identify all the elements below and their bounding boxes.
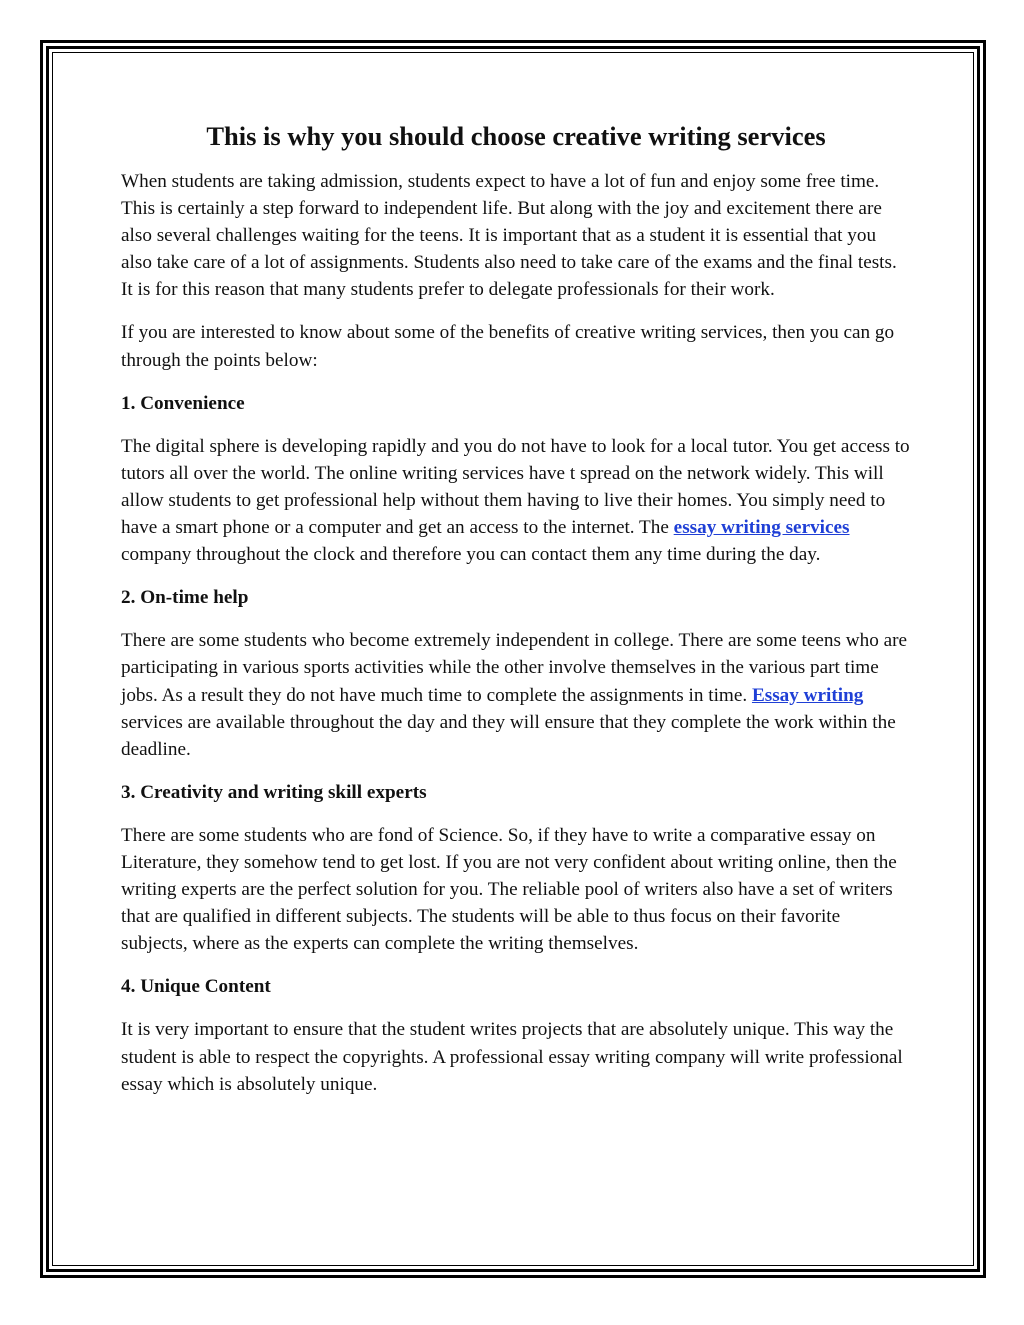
section-paragraph-unique-content: It is very important to ensure that the student writes projects that are absolutely unique. This way the student is able to respect the copyrights. A professional essay writing company will write professional essay which is absolutely unique. xyxy=(121,1019,903,1095)
section-paragraph-on-time-help xyxy=(121,627,911,762)
section-heading-creativity: 3. Creativity and writing skill experts xyxy=(121,781,427,803)
section-heading-on-time-help: 2. On-time help xyxy=(121,587,249,609)
intro-paragraph-2: If you are interested to know about some of the benefits of creative writing services, then you can go through the points below: xyxy=(121,322,895,371)
essay-writing-link[interactable]: Essay writing xyxy=(751,684,864,706)
paragraph-text-segment: The digital sphere is developing rapidly and you do not have to look for a local tutor. You get access to tutors all over the world. The online writing services have t spread on the network widely. This will allow students to get professional help without them having to live their homes. You simply need to have a smart phone or a computer and get an access to the internet. The xyxy=(121,435,910,539)
paragraph-text-segment: company throughout the clock and therefore you can contact them any time during the day. xyxy=(121,544,821,566)
section-paragraph-creativity: There are some students who are fond of Science. So, if they have to write a comparative essay on Literature, they somehow tend to get lost. If you are not very confident about writing online, then the writing experts are the perfect solution for you. The reliable pool of writers also have a set of writers that are qualified in different subjects. The students will be able to thus focus on their favorite subjects, where as the experts can complete the writing themselves. xyxy=(121,824,897,955)
section-paragraph-convenience xyxy=(121,433,911,568)
document-body xyxy=(121,118,911,1114)
paragraph-text-segment: services are available throughout the day and they will ensure that they complete the work within the deadline. xyxy=(121,711,896,760)
section-heading-convenience: 1. Convenience xyxy=(121,392,245,414)
paragraph-text-segment: There are some students who become extremely independent in college. There are some teens who are participating in various sports activities while the other involve themselves in the various part time jobs. As a result they do not have much time to complete the assignments in time. xyxy=(121,630,908,706)
essay-writing-services-link[interactable]: essay writing services xyxy=(673,517,850,539)
intro-paragraph-1: When students are taking admission, students expect to have a lot of fun and enjoy some free time. This is certainly a step forward to independent life. But along with the joy and excitement there are also several challenges waiting for the teens. It is important that as a student it is essential that you also take care of a lot of assignments. Students also need to take care of the exams and the final tests. It is for this reason that many students prefer to delegate professionals for their work. xyxy=(121,171,897,301)
section-heading-unique-content: 4. Unique Content xyxy=(121,976,271,998)
document-title: This is why you should choose creative writing services xyxy=(206,121,826,151)
